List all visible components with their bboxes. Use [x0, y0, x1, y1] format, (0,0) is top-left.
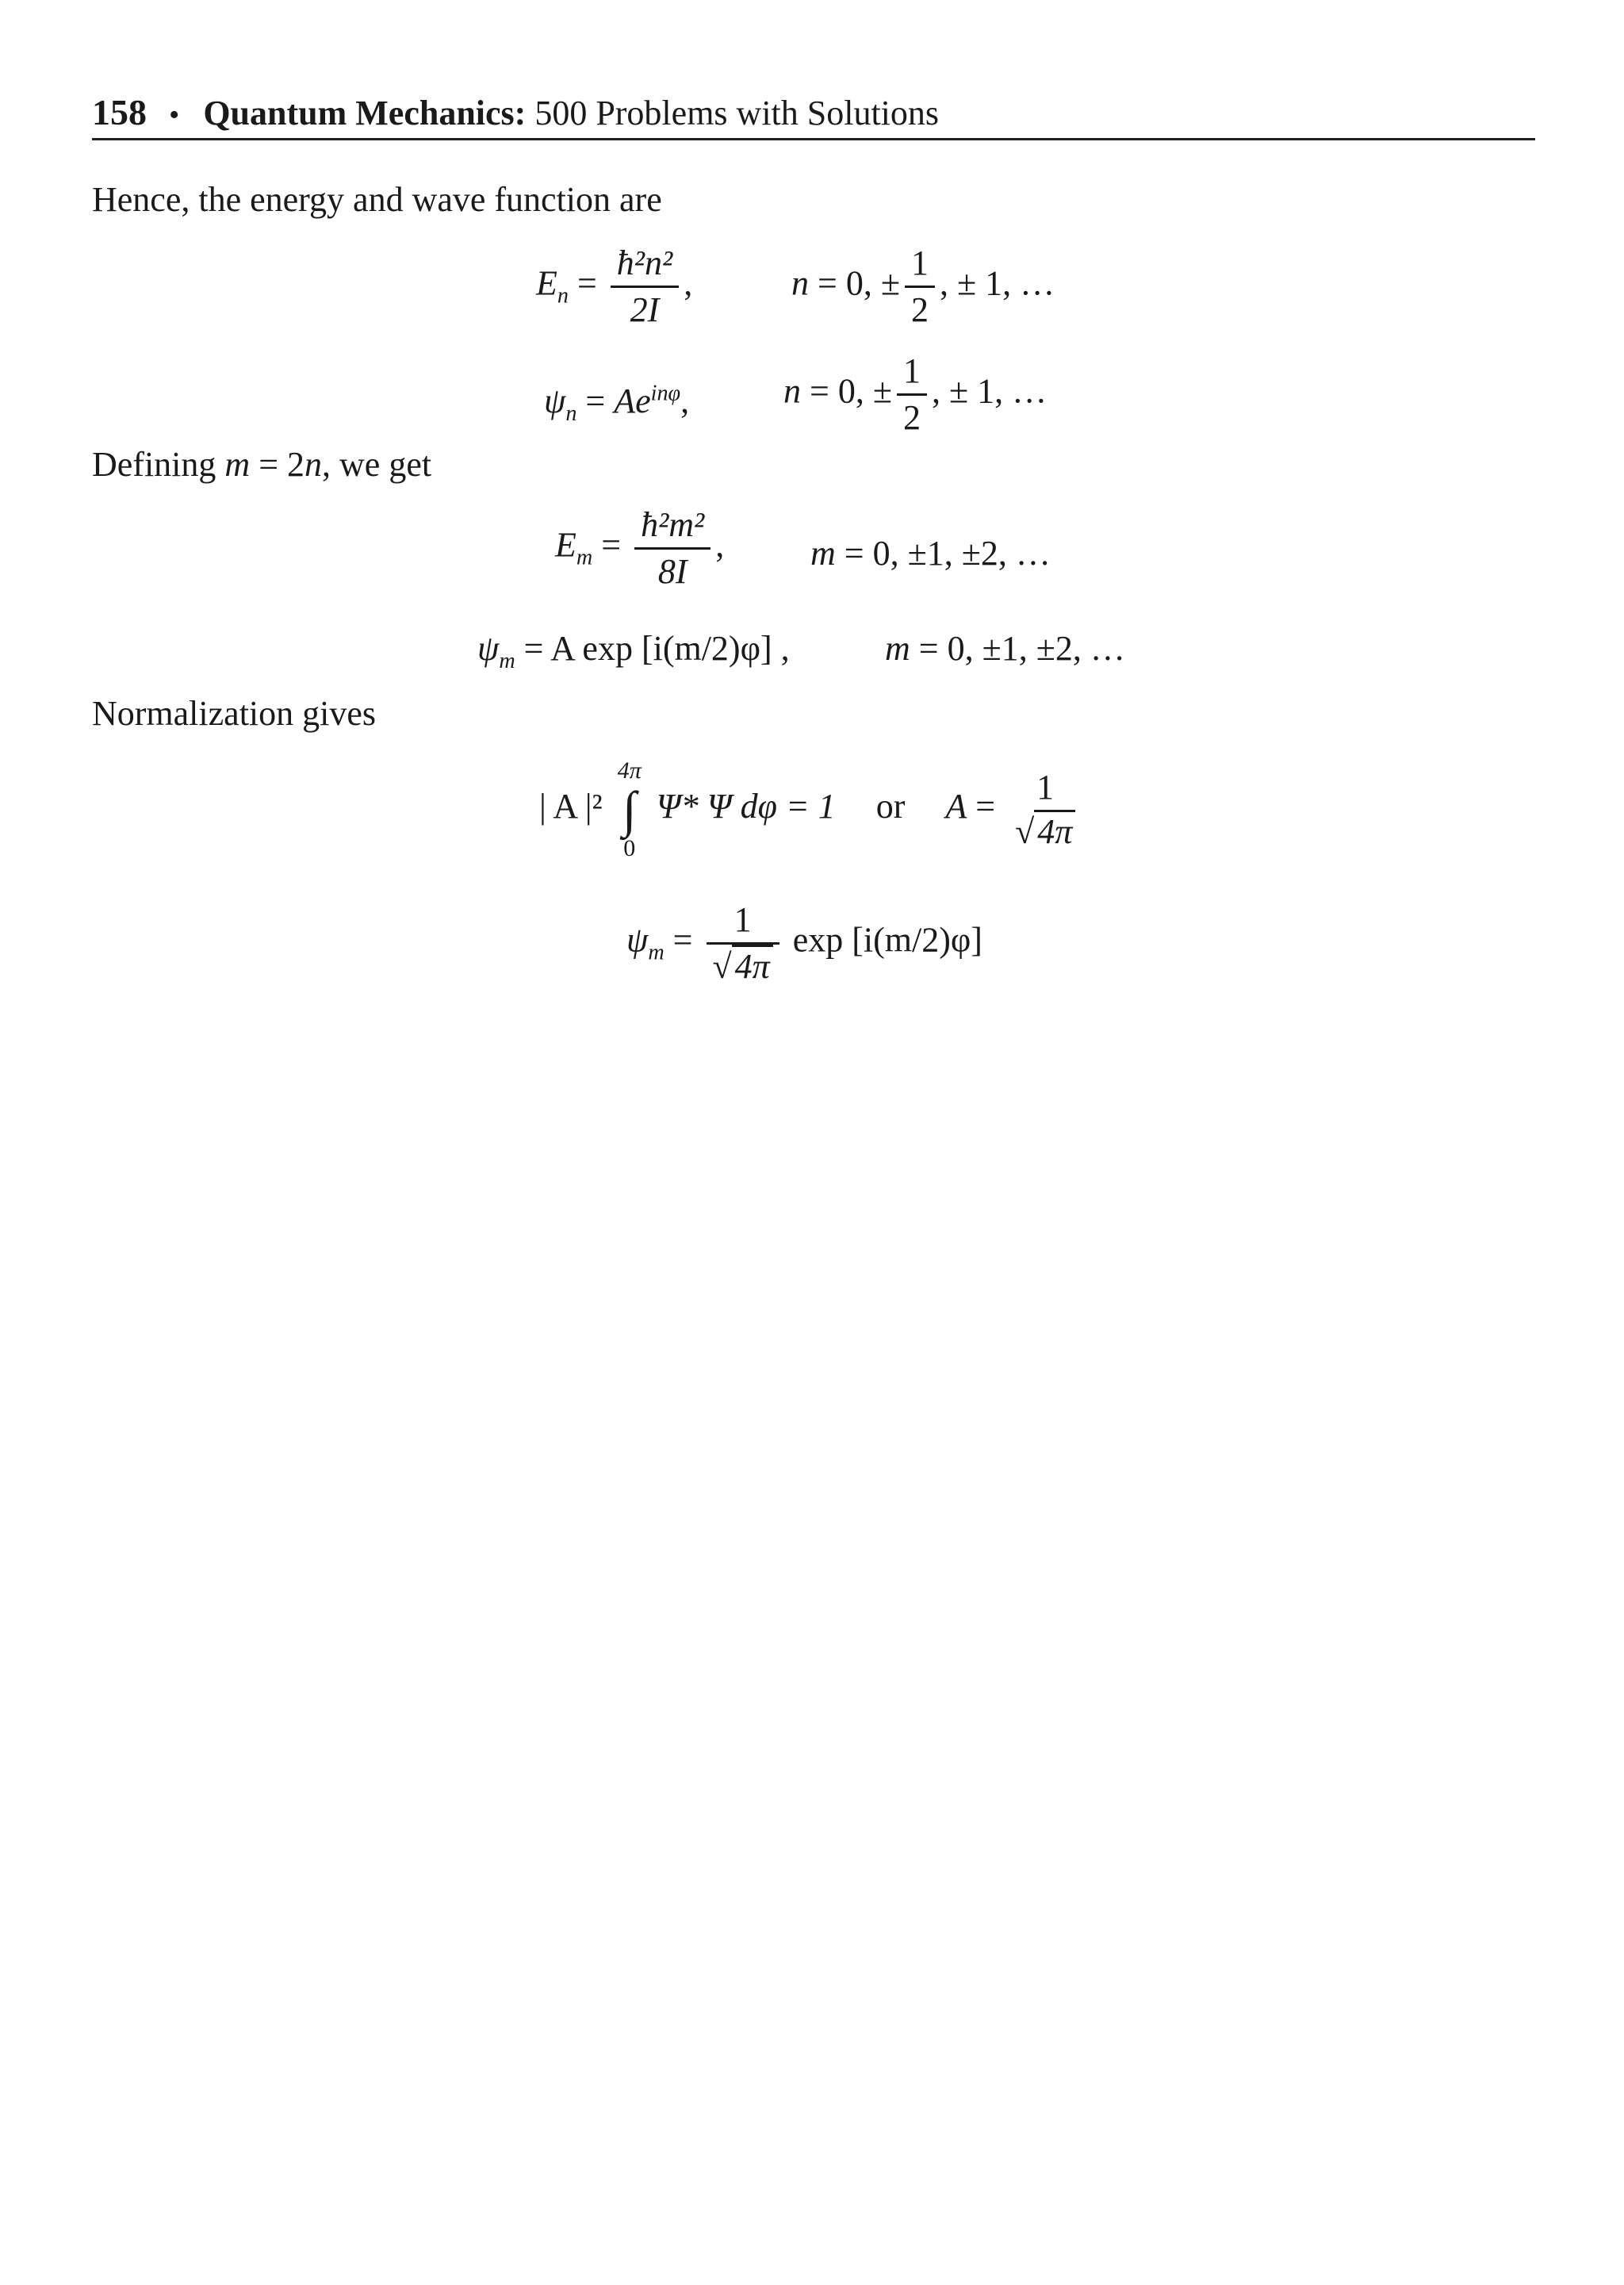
equation-energy-m: $E_m$ = $\frac{\text{ħ²m²}}{8I}$ , [555, 505, 725, 591]
integral-sign: 4π ∫ 0 [617, 757, 642, 861]
running-header [92, 89, 939, 139]
book-title: Quantum Mechanics: [203, 94, 527, 132]
header-rule [92, 138, 1535, 140]
fraction: $\frac{\text{ħ²m²}}{8I}$ [634, 508, 710, 589]
equation-wavefunction-m: $\psi_m = A$ exp [i(m/2)φ] , [477, 629, 790, 673]
equation-energy-n-condition: n = 0, ± $\frac{1}{2}$ , ± 1, … [791, 243, 1055, 329]
fraction-normalization-constant: $\frac{1}{√4\pi}$ [707, 903, 779, 984]
paragraph-defining-m: Defining m = 2n, we get [92, 445, 432, 484]
square-root: √4π [713, 949, 773, 984]
square-root: √4π [1015, 815, 1075, 849]
equation-wavefunction-m-condition: m = 0, ±1, ±2, … [885, 629, 1125, 668]
bullet-separator: • [169, 98, 180, 132]
page-number: 158 [92, 92, 147, 132]
fraction-half: $\frac{1}{2}$ [905, 246, 935, 328]
fraction-half: $\frac{1}{2}$ [897, 354, 927, 435]
fraction: $\frac{\text{ħ²n²}}{2I}$ [611, 246, 679, 328]
equation-energy-m-condition: m = 0, ±1, ±2, … [810, 534, 1051, 573]
equation-wavefunction-n-condition: n = 0, ± $\frac{1}{2}$ , ± 1, … [783, 351, 1048, 437]
paragraph-normalization: Normalization gives [92, 694, 377, 733]
book-subtitle: 500 Problems with Solutions [534, 94, 940, 132]
paragraph-energy-intro: Hence, the energy and wave function are [92, 180, 662, 219]
equation-normalized-wavefunction: $\psi_m$ = $\frac{1}{√4\pi}$ exp [i(m/2)φ] [626, 900, 982, 986]
equation-energy-n: $E_n$ = $\frac{\text{ħ²n²}}{2I}$ , [536, 243, 693, 329]
fraction-normalization-constant: 1 √4π [1009, 770, 1082, 849]
equation-normalization: | A |² 4π ∫ 0 Ψ* Ψ dφ = 1 or A = 1 √4π [539, 757, 1086, 862]
equation-wavefunction-n: $\psi_n = Ae^{in\varphi}$, [544, 381, 690, 426]
